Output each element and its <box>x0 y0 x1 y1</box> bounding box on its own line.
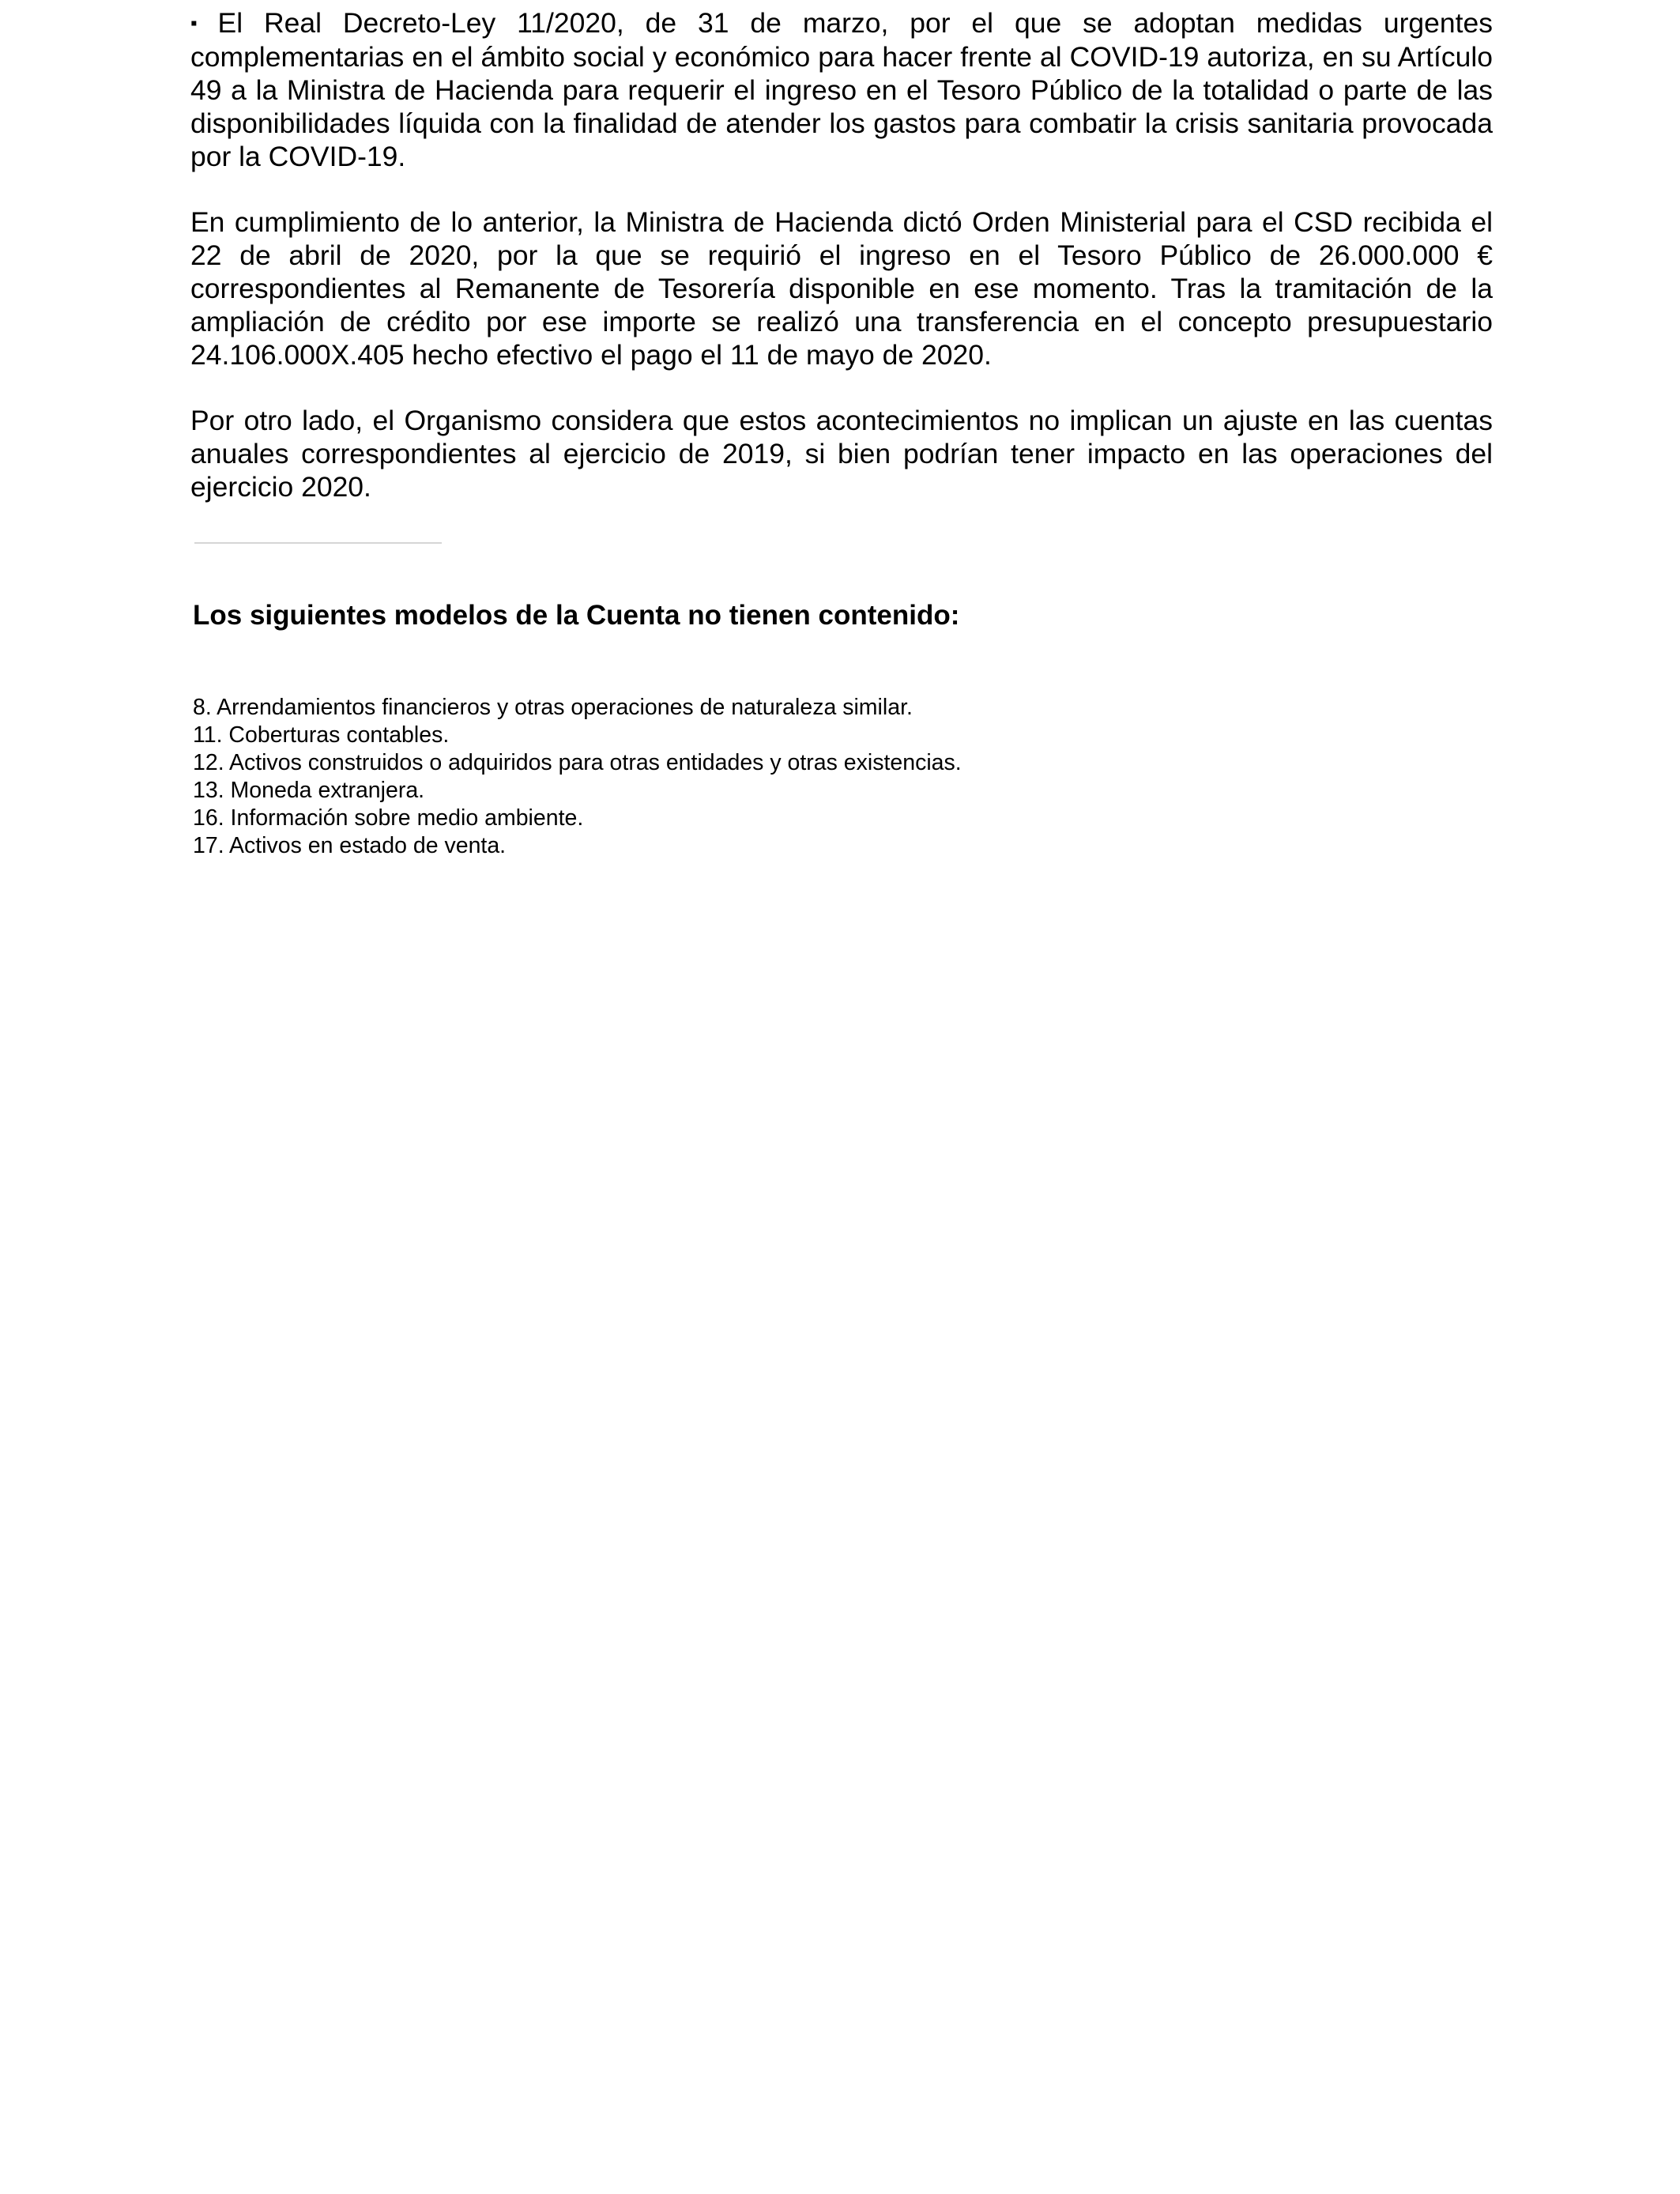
list-item: 16. Información sobre medio ambiente. <box>193 805 584 831</box>
paragraph-organismo: Por otro lado, el Organismo considera que estos acontecimientos no implican un ajuste en las cuentas anuales correspondientes al ejercicio de 2019, si bien podrían tener impacto en las operaciones del ejercicio 2020. <box>190 405 1493 503</box>
list-item: 12. Activos construidos o adquiridos para otras entidades y otras existencias. <box>193 750 962 775</box>
list-item: 8. Arrendamientos financieros y otras operaciones de naturaleza similar. <box>193 695 913 720</box>
paragraph-orden-ministerial: En cumplimiento de lo anterior, la Ministra de Hacienda dictó Orden Ministerial para el CSD recibida el 22 de abril de 2020, por la que se requirió el ingreso en el Tesoro Público de 26.000.000 € correspondientes al Remanente de Tesorería disponible en ese momento. Tras la tramitación de la ampliación de crédito por ese importe se realizó una transferencia en el concepto presupuestario 24.106.000X.405 hecho efectivo el pago el 11 de mayo de 2020. <box>190 206 1493 371</box>
list-item: 13. Moneda extranjera. <box>193 778 425 803</box>
models-list <box>193 694 962 860</box>
section-heading: Los siguientes modelos de la Cuenta no tienen contenido: <box>193 600 960 631</box>
square-bullet-icon: ▪ <box>190 13 198 34</box>
paragraph-real-decreto-text: El Real Decreto-Ley 11/2020, de 31 de marzo, por el que se adoptan medidas urgentes complementarias en el ámbito social y económico para hacer frente al COVID-19 autoriza, en su Artículo 49 a la Ministra de Hacienda para requerir el ingreso en el Tesoro Público de la totalidad o parte de las disponibilidades líquida con la finalidad de atender los gastos para combatir la crisis sanitaria provocada por la COVID-19. <box>190 7 1493 172</box>
section-divider <box>194 542 442 544</box>
list-item: 17. Activos en estado de venta. <box>193 833 507 858</box>
paragraph-real-decreto <box>190 6 1493 173</box>
list-item: 11. Coberturas contables. <box>193 722 450 748</box>
